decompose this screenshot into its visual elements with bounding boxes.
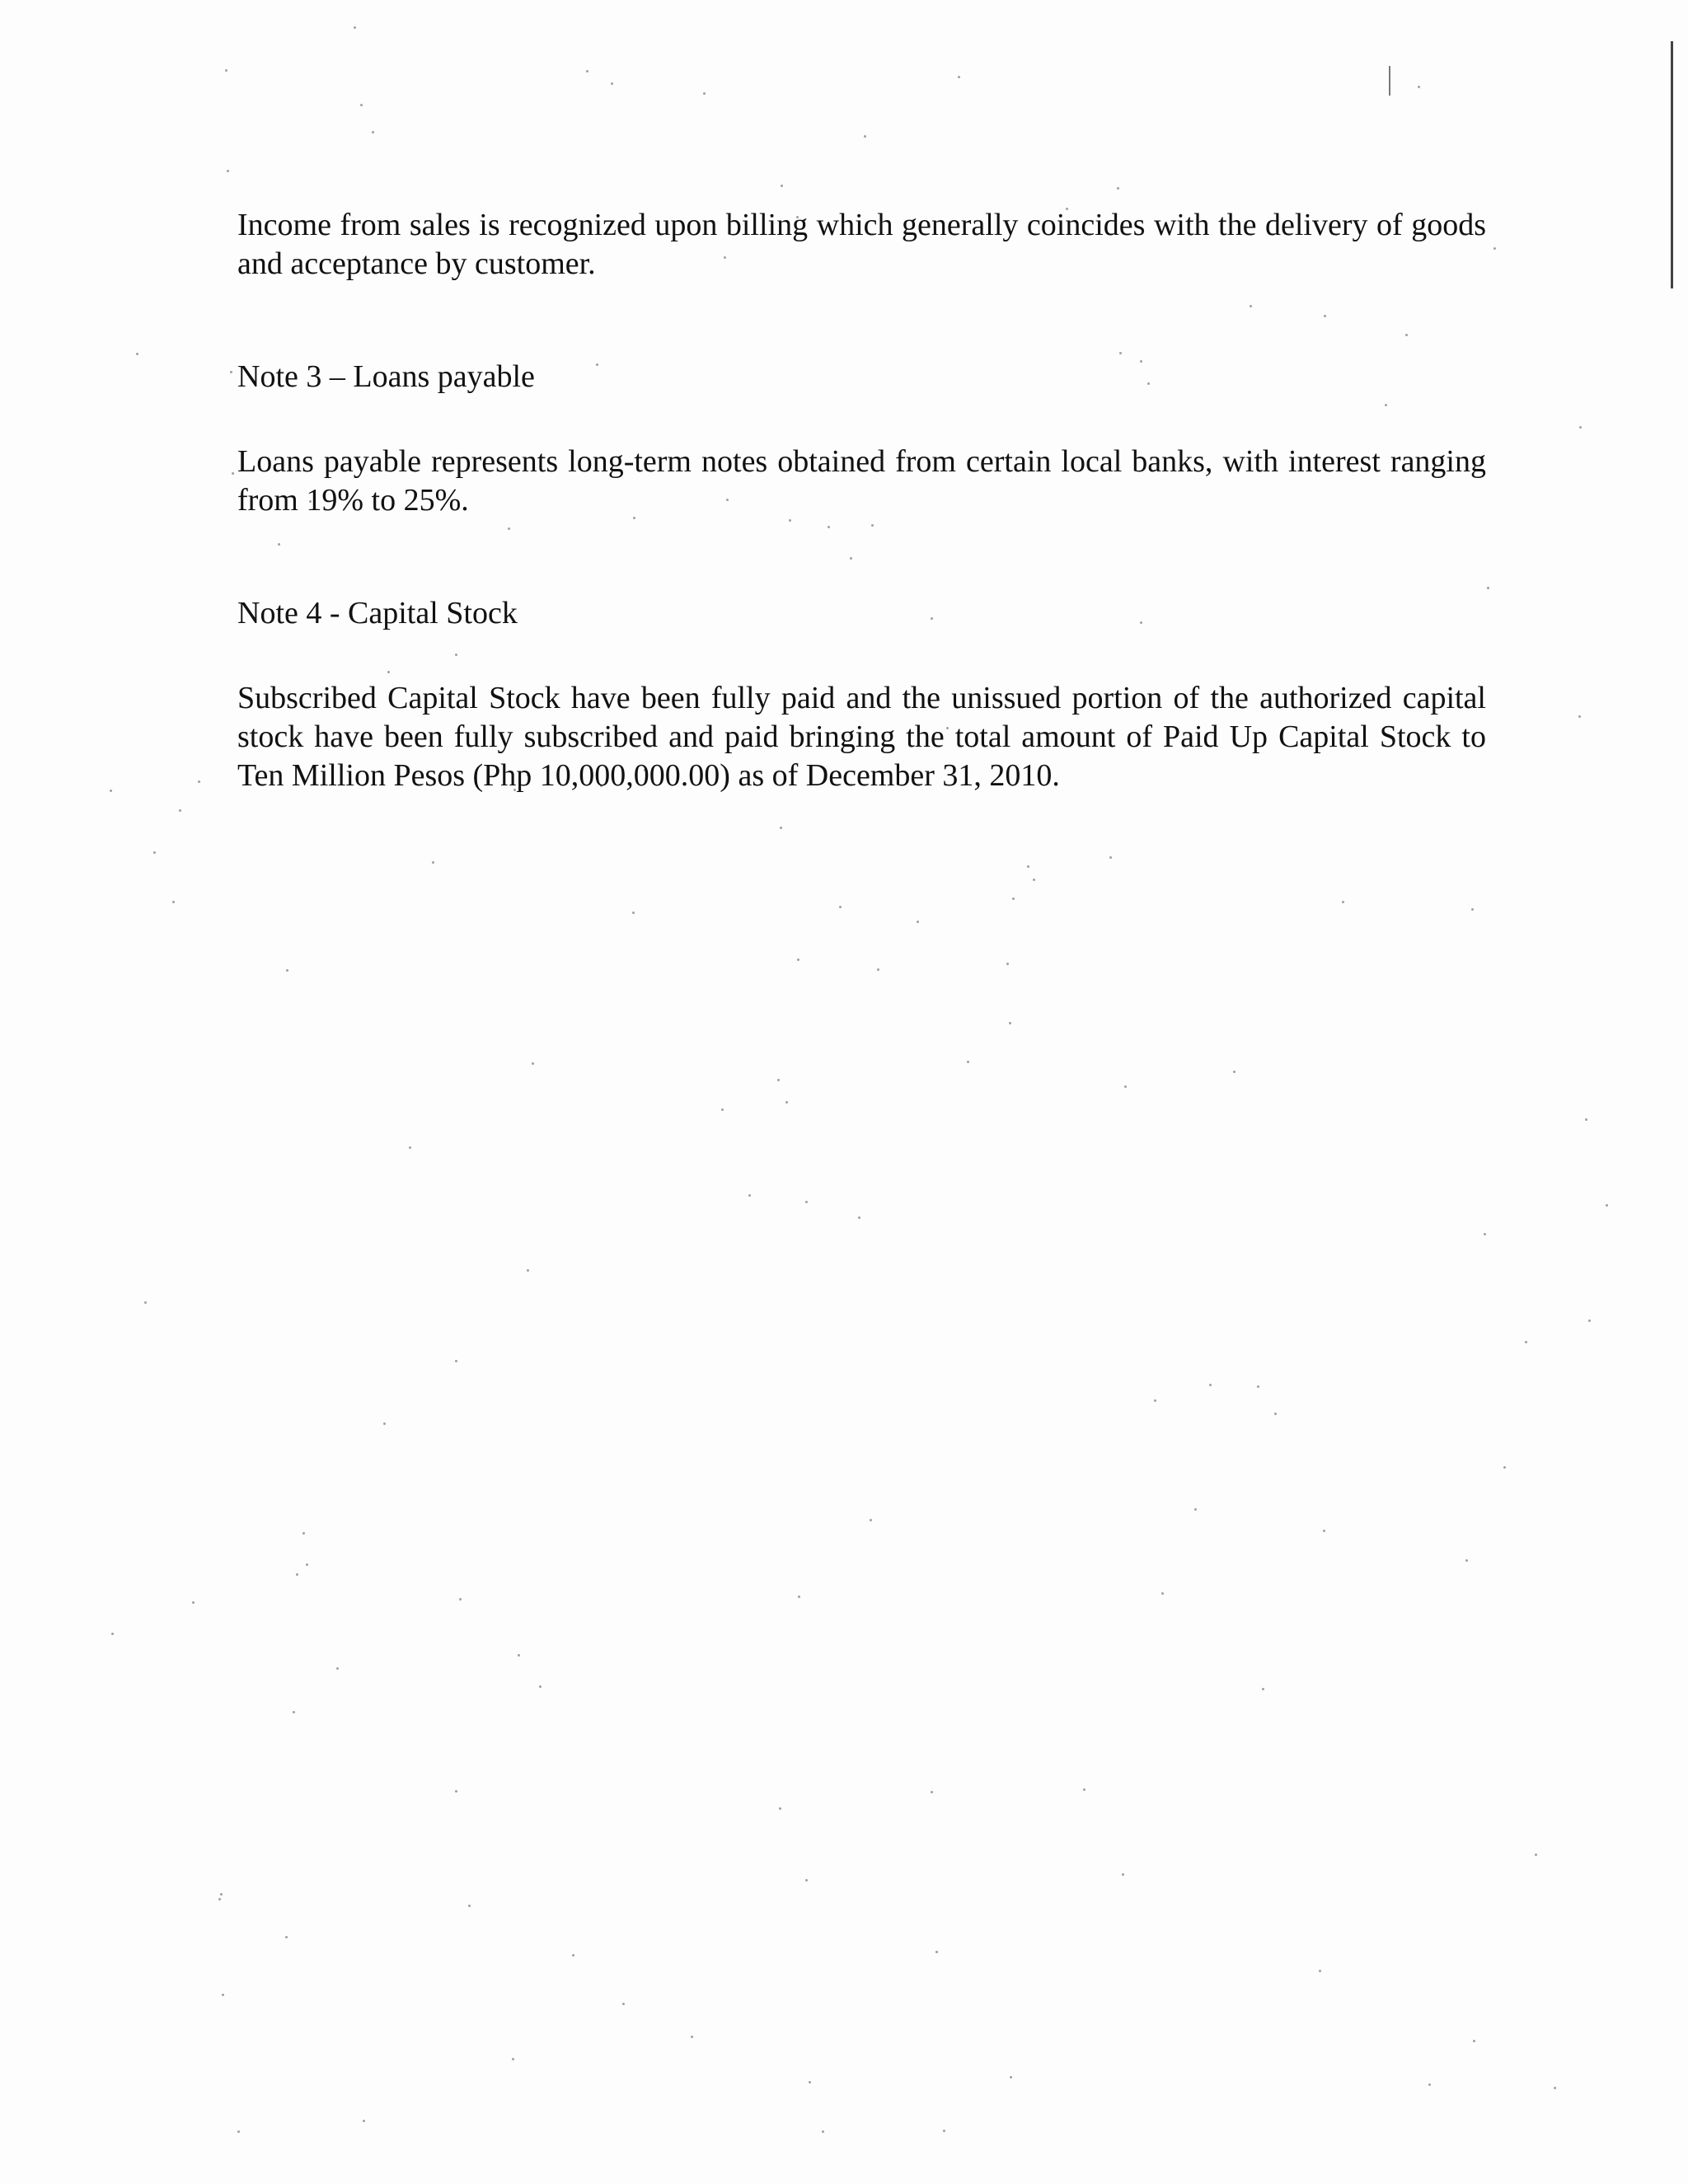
scan-speck [1465,1559,1468,1562]
scan-speck [198,780,200,783]
scan-speck [805,1201,808,1203]
scan-speck [864,135,866,138]
scan-speck [153,851,156,854]
scan-edge-mark [1671,41,1673,288]
scan-speck [785,1101,788,1104]
scan-speck [336,1667,339,1670]
scan-speck [1233,1071,1236,1073]
scan-speck [1154,1399,1156,1402]
scan-speck [1585,1118,1587,1121]
scan-speck [1493,247,1496,250]
scan-speck [1194,1508,1197,1511]
scan-speck [372,131,374,134]
scan-speck [1124,1085,1127,1088]
scan-speck [721,1108,724,1111]
scan-speck [1009,1022,1011,1024]
scan-speck [1027,865,1029,868]
scan-speck [455,1360,457,1362]
scan-speck [360,104,363,106]
scan-speck [777,1079,780,1081]
scan-speck [293,1711,295,1713]
scan-speck [285,1936,288,1938]
scan-speck [527,1269,529,1272]
scan-speck [286,969,288,972]
scan-speck [227,170,229,172]
scan-speck [1525,1341,1527,1343]
scan-speck [931,1791,933,1793]
scan-speck [111,1633,114,1635]
document-body [237,206,1486,795]
scan-top-mark [1389,66,1390,96]
scan-speck [225,69,227,72]
scan-speck [1117,187,1119,190]
scan-speck [220,1893,223,1896]
scan-speck [409,1146,411,1149]
scan-speck [1083,1788,1085,1791]
scan-speck [691,2036,693,2038]
scan-speck [809,2081,811,2083]
scan-speck [622,2003,625,2005]
scan-speck [1606,1204,1608,1207]
scan-speck [1122,1873,1124,1876]
scan-speck [354,26,356,29]
scan-speck [136,353,138,355]
scan-speck [797,958,799,961]
scan-speck [632,912,635,914]
scan-speck [870,1519,872,1521]
scan-speck [779,1807,781,1810]
scan-speck [1262,1688,1264,1690]
scan-speck [1209,1384,1212,1386]
scan-speck [1342,901,1344,903]
scan-speck [1274,1413,1277,1415]
note-4-body: Subscribed Capital Stock have been fully paid and the unissued portion of the authorized capital stock have been fully subscribed and paid bringing the total amount of Paid Up Capital Stock to Ten Million Pesos (Php 10,000,000.00) as of December 31, 2010. [237,681,1486,793]
scan-speck [1554,2087,1556,2089]
scan-speck [943,2130,945,2132]
scan-speck [748,1194,751,1197]
note-4-heading: Note 4 - Capital Stock [237,596,518,630]
scan-speck [302,1532,305,1535]
scan-speck [1473,2040,1475,2042]
scan-speck [967,1061,969,1063]
scan-speck [144,1301,147,1304]
scan-speck [512,2058,514,2060]
scan-speck [172,901,175,903]
scan-speck [1257,1385,1259,1388]
scan-speck [839,906,842,908]
scan-speck [798,1596,800,1598]
scan-speck [958,76,960,78]
note-3-body: Loans payable represents long-term notes obtained from certain local banks, with interest ranging from 19% to 25%. [237,444,1486,518]
scan-speck [1588,1319,1591,1322]
scan-speck [1579,426,1582,429]
scan-speck [586,70,588,73]
scan-speck [455,1790,457,1793]
scan-speck [1006,963,1009,965]
scan-speck [218,1898,221,1900]
scan-speck [363,2120,365,2122]
scan-speck [1418,86,1420,88]
scan-speck [1428,2083,1431,2086]
scan-speck [1319,1970,1321,1972]
scan-speck [383,1422,386,1425]
scan-speck [1487,587,1489,589]
scan-speck [1012,898,1015,900]
scan-speck [1010,2076,1012,2079]
scan-speck [1503,1466,1506,1469]
scan-speck [572,1954,574,1957]
scan-speck [858,1216,860,1219]
scan-speck [110,790,112,792]
scan-speck [877,968,879,971]
scan-speck [468,1905,471,1907]
scan-speck [222,1994,224,1996]
scan-speck [306,1563,308,1566]
scan-speck [1161,1592,1164,1595]
scan-speck [917,921,919,923]
revenue-recognition-paragraph: Income from sales is recognized upon billing which generally coincides with the delivery of goods and acceptance by customer. [237,208,1486,281]
scan-speck [539,1685,542,1688]
scan-speck [296,1573,298,1576]
scan-speck [459,1598,462,1601]
scan-speck [1578,715,1581,718]
scan-speck [822,2130,824,2133]
scan-speck [532,1062,534,1065]
scan-speck [780,827,782,829]
scan-speck [230,371,232,373]
scan-speck [232,472,234,475]
scan-speck [1033,879,1035,881]
scan-speck [1109,856,1112,859]
scan-speck [1484,1233,1486,1235]
scan-speck [703,92,706,95]
scan-speck [935,1951,938,1953]
note-3-heading: Note 3 – Loans payable [237,359,535,394]
scan-speck [611,82,613,85]
scan-speck [805,1879,808,1882]
scan-speck [781,185,783,187]
scan-speck [192,1601,195,1604]
scan-speck [1535,1854,1537,1856]
scan-speck [432,861,434,864]
scan-speck [179,809,181,812]
scan-speck [1471,908,1474,911]
scan-speck [237,2130,240,2133]
scan-speck [1323,1530,1325,1532]
scan-speck [518,1654,520,1657]
